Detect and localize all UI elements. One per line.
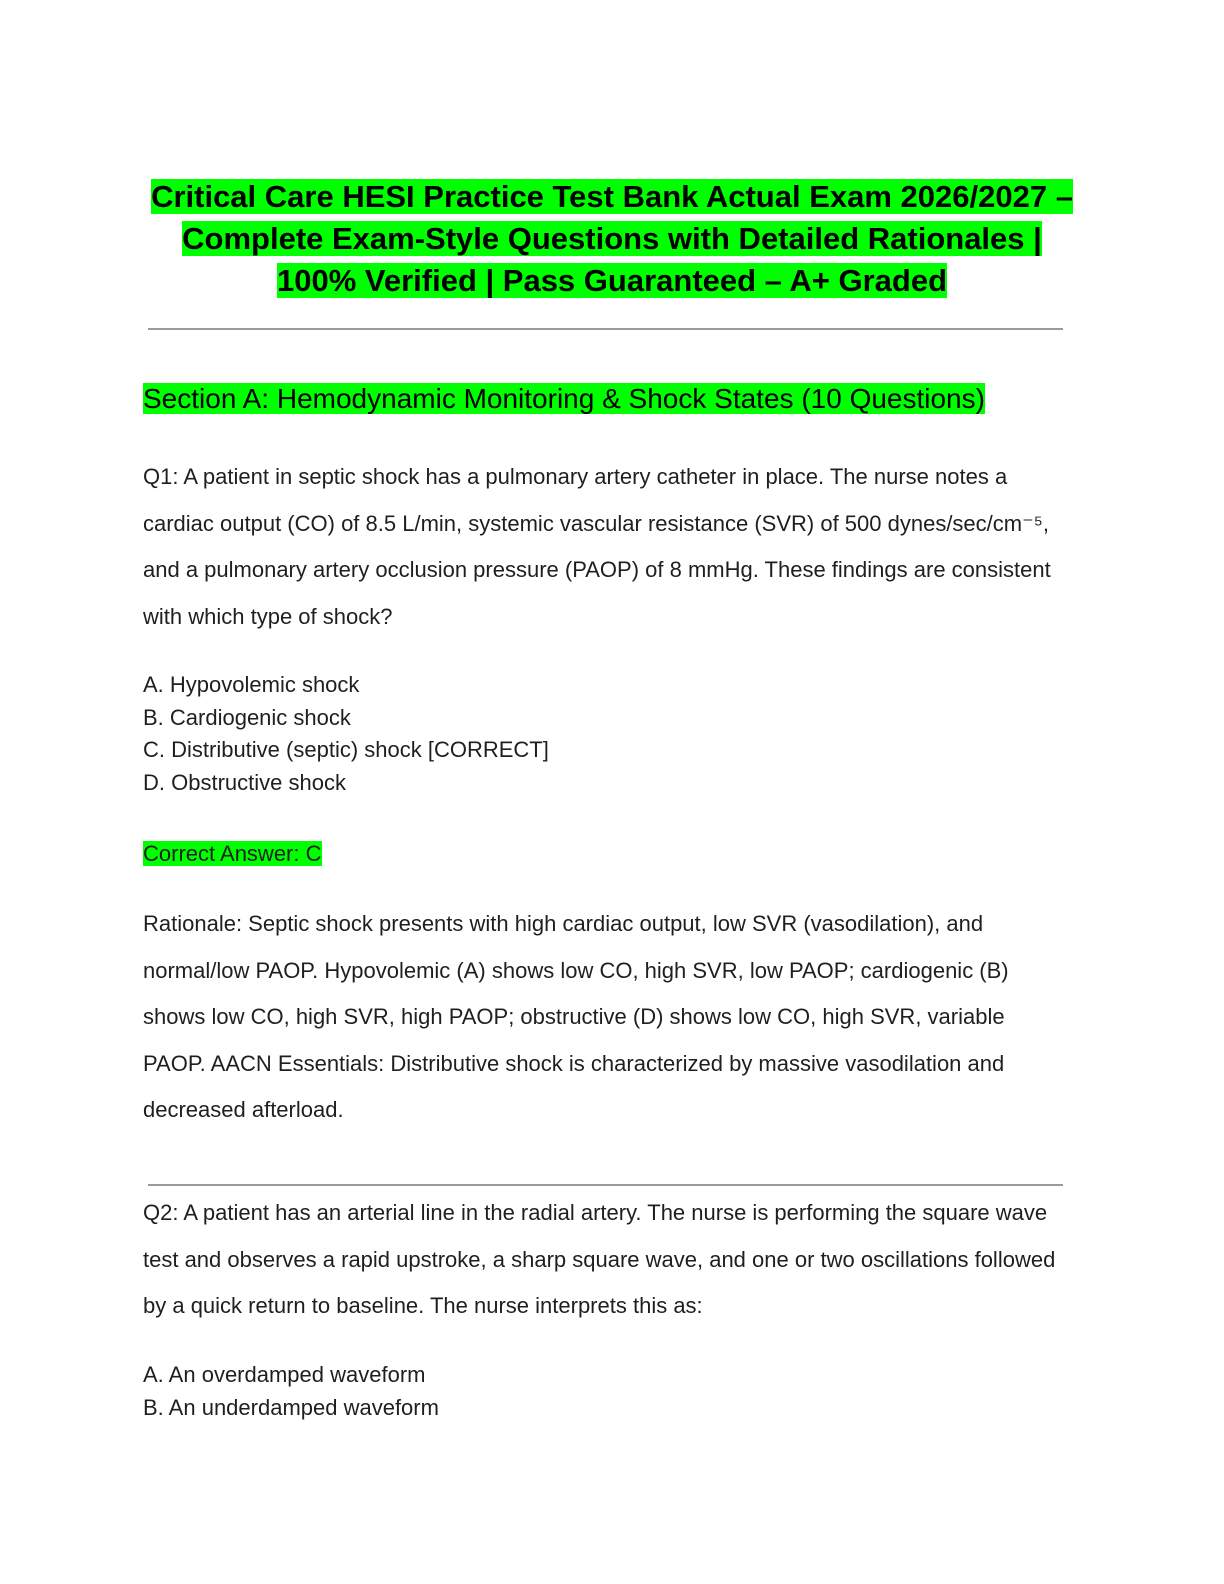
title-highlight: Critical Care HESI Practice Test Bank Actual Exam 2026/2027 – Complete Exam-Style Questions with Detailed Rationales | 100% Verified | Pass Guaranteed – A+ Graded <box>151 179 1073 298</box>
question-2-stem: Q2: A patient has an arterial line in the radial artery. The nurse is performing the square wave test and observes a rapid upstroke, a sharp square wave, and one or two oscillations followed by a quick return to baseline. The nurse interprets this as: <box>143 1200 1056 1318</box>
correct-answer-highlight: Correct Answer: C <box>143 841 322 866</box>
question-2-option-a: A. An overdamped waveform <box>143 1362 426 1387</box>
question-1-option-a: A. Hypovolemic shock <box>143 672 360 697</box>
question-1-options <box>143 669 549 800</box>
divider <box>148 1184 1063 1186</box>
question-1-option-b: B. Cardiogenic shock <box>143 704 351 730</box>
divider <box>148 328 1063 330</box>
question-1-option-c: C. Distributive (septic) shock [CORRECT] <box>143 737 549 763</box>
question-1-stem: Q1: A patient in septic shock has a pulmonary artery catheter in place. The nurse notes a cardiac output (CO) of 8.5 L/min, systemic vascular resistance (SVR) of 500 dynes/sec/cm⁻⁵, and a pulmonary artery occlusion pressure (PAOP) of 8 mmHg. These findings are consistent with which type of shock? <box>143 464 1051 629</box>
question-1-correct-answer <box>143 838 322 870</box>
section-heading <box>143 378 985 420</box>
question-2-options <box>143 1359 439 1424</box>
question-2-option-b: B. An underdamped waveform <box>143 1394 439 1420</box>
question-1-option-d: D. Obstructive shock <box>143 770 346 796</box>
section-heading-highlight: Section A: Hemodynamic Monitoring & Shock States (10 Questions) <box>143 383 985 414</box>
question-1-rationale: Rationale: Septic shock presents with high cardiac output, low SVR (vasodilation), and normal/low PAOP. Hypovolemic (A) shows low CO, high SVR, low PAOP; cardiogenic (B) shows low CO, high SVR, high PAOP; obstructive (D) shows low CO, high SVR, variable PAOP. AACN Essentials: Distributive shock is characterized by massive vasodilation and decreased afterload. <box>143 911 1009 1122</box>
document-title <box>140 176 1084 302</box>
